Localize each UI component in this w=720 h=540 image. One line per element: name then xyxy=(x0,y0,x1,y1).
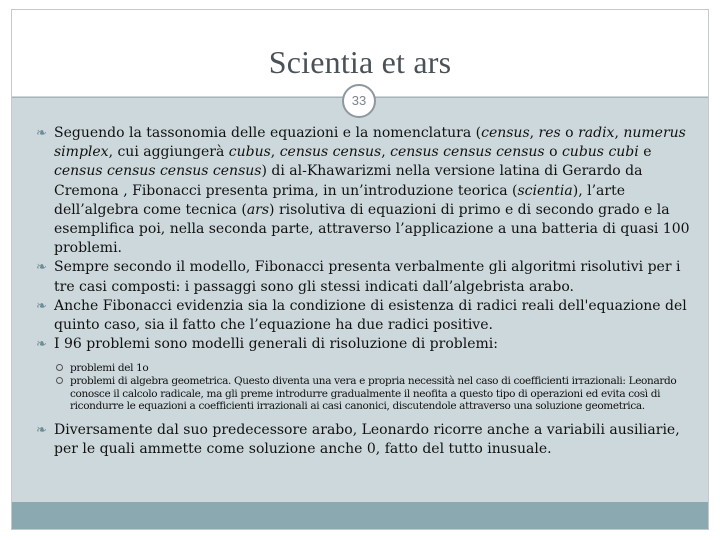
bullet-text-segment: scientia xyxy=(517,182,573,199)
bullet-text-segment: census census census xyxy=(390,144,545,161)
bullet-text-segment: cubus cubi xyxy=(561,144,639,161)
bullet-text-segment: ) risolutiva di equazioni di primo e di secondo grado e la esemplifica poi, nella seconda parte, attraverso l’applicazione a una batteria di quasi 100 problemi. xyxy=(54,201,690,257)
ring-bullet-icon xyxy=(56,364,63,371)
feather-bullet-icon: ❧ xyxy=(36,260,47,276)
sub-list xyxy=(54,362,701,412)
bullet-text-segment: Seguendo la tassonomia delle equazioni e la nomenclatura ( xyxy=(54,125,482,141)
feather-bullet-icon: ❧ xyxy=(36,298,47,314)
bullet-text-segment: , xyxy=(270,144,280,161)
feather-bullet-icon: ❧ xyxy=(36,337,47,353)
sub-list-item-text: problemi del 1o xyxy=(70,362,149,375)
bullet-item xyxy=(36,335,701,354)
bullet-text-segment: res xyxy=(538,125,561,141)
bullet-text-segment: I 96 problemi sono modelli generali di risoluzione di problemi: xyxy=(54,336,498,353)
bullet-text-segment: census census census census xyxy=(54,163,262,180)
bullet-text-segment: ) di al-Khawarizmi nella versione latina di Gerardo da Cremona , Fibonacci presenta prima, in un’introduzione teorica ( xyxy=(54,163,643,199)
bullet-text-segment: numerus simplex xyxy=(54,125,686,161)
bullet-text-segment: , cui aggiungerà xyxy=(108,144,229,161)
feather-bullet-icon: ❧ xyxy=(36,126,47,141)
bullet-text-segment: Sempre secondo il modello, Fibonacci presenta verbalmente gli algoritmi risolutivi per i tre casi composti: i passaggi sono gli stessi indicati dall’algebrista arabo. xyxy=(54,259,681,295)
bullet-text-segment: Diversamente dal suo predecessore arabo, Leonardo ricorre anche a variabili ausiliarie, per le quali ammette come soluzione anche 0, fatto del tutto inusuale. xyxy=(54,421,680,458)
bullet-text-segment: census census xyxy=(279,144,382,161)
sub-list-item-text: problemi di algebra geometrica. Questo diventa una vera e propria necessità nel caso di coefficienti irrazionali: Leonardo conosce il calcolo radicale, ma gli preme introdurre gradualmente il neofita a questo tipo di operazioni ed evita così di ricondurre le equazioni a coefficienti irrazionali ai casi canonici, discutendole attraverso una soluzione geometrica. xyxy=(70,375,677,413)
ring-bullet-icon xyxy=(56,377,63,384)
sub-list-item xyxy=(54,362,701,375)
bullet-text-segment: radix xyxy=(578,125,615,141)
bullet-item xyxy=(36,297,701,335)
bullet-text-segment: o xyxy=(544,144,562,161)
bullet-item xyxy=(36,421,701,459)
bullet-text-segment: Anche Fibonacci evidenzia sia la condizione di esistenza di radici reali dell'equazione del quinto caso, sia il fatto che l’equazione ha due radici positive. xyxy=(54,297,687,334)
slide-number-badge: 33 xyxy=(342,84,376,118)
bullet-text-segment: e xyxy=(638,144,652,161)
bullet-text-segment: census xyxy=(481,125,530,141)
bottom-accent-bar xyxy=(12,502,708,529)
bullet-text-segment: ars xyxy=(246,201,270,218)
bullet-text-segment: o xyxy=(560,125,579,141)
bullet-text-segment: , xyxy=(529,125,539,141)
bullet-text-segment: , xyxy=(614,125,624,141)
feather-bullet-icon: ❧ xyxy=(36,422,47,438)
bullet-text-segment: cubus xyxy=(228,144,271,161)
slide-body xyxy=(36,124,701,459)
bullet-item xyxy=(36,124,701,258)
bullet-text-segment: ), l’arte dell’algebra come tecnica ( xyxy=(54,182,625,218)
sub-list-item xyxy=(54,375,701,413)
bullet-item xyxy=(36,258,701,296)
slide-title: Scientia et ars xyxy=(268,44,452,80)
bullet-text-segment: , xyxy=(381,144,391,161)
